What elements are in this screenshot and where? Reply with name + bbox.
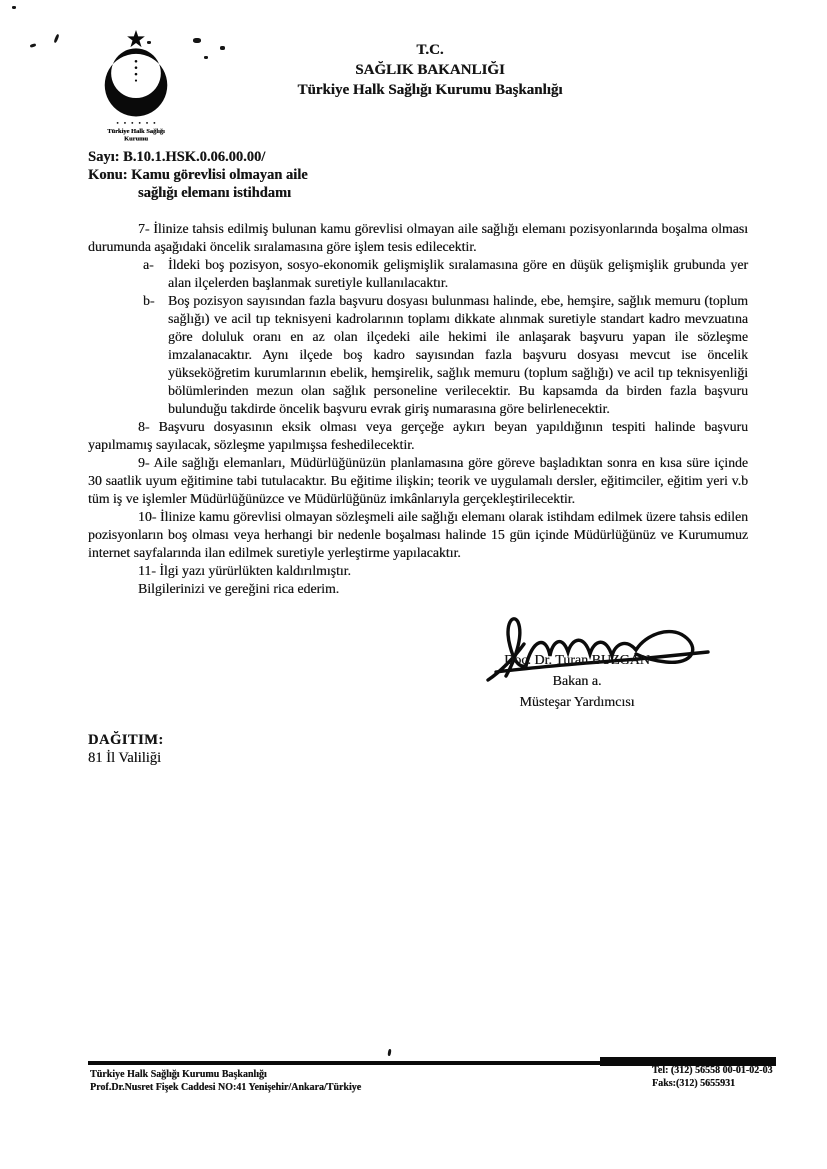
distribution-item: 81 İl Valiliği xyxy=(88,750,162,766)
sayi-line: Sayı: B.10.1.HSK.0.06.00.00/ xyxy=(88,149,266,165)
signature-block xyxy=(447,650,707,713)
footer-address: Prof.Dr.Nusret Fişek Caddesi NO:41 Yenişehir/Ankara/Türkiye xyxy=(90,1082,362,1093)
list-text-b: Boş pozisyon sayısından fazla başvuru dosyası bulunması halinde, ebe, hemşire, sağlık memuru (toplum sağlığı) ve acil tıp teknisyeni kadrolarının toplamı dikkate alınmak suretiyle standart kadro mevzuatına göre doluluk oranı en az olan ilçedeki aile hekimi ile anlaşarak başvuru yapan ile sözleşme imzalanacaktır. Aynı ilçede boş kadro sayısından fazla başvuru dosyası mevcut ise öncelik yükseköğretim kurumlarının ebelik, hemşirelik, sağlık memuru (toplum sağlığı) ve acil tıp teknisyenliği bölümlerinden mezun olan sağlık personeline verilecektir. Bu kapsamda da birden fazla başvuru bulunduğu takdirde öncelik başvuru evrak giriş numarasına göre belirlenecektir. xyxy=(168,293,748,416)
closing-line: Bilgilerinizi ve gereğini rica ederim. xyxy=(138,581,340,596)
signer-title-1: Bakan a. xyxy=(552,674,602,689)
footer-tel: Tel: (312) 56558 00-01-02-03 xyxy=(652,1065,773,1076)
letterhead-tc: T.C. xyxy=(416,42,444,58)
letterhead xyxy=(130,40,730,100)
paragraph-7: 7- İlinize tahsis edilmiş bulunan kamu görevlisi olmayan aile sağlığı elemanı pozisyonlarında boşalma olması durumunda aşağıdaki öncelik sıralamasına göre işlem tesis edilecektir. xyxy=(88,221,748,254)
list-label-b: b- xyxy=(143,293,155,308)
list-item-a xyxy=(88,256,748,292)
konu-line-1: Konu: Kamu görevlisi olmayan aile xyxy=(88,167,308,183)
paragraph-11: 11- İlgi yazı yürürlükten kaldırılmıştır. xyxy=(138,563,351,578)
footer-org-name: Türkiye Halk Sağlığı Kurumu Başkanlığı xyxy=(90,1069,267,1080)
logo-caption-line2: Kurumu xyxy=(124,135,148,143)
logo-caption-line1: Türkiye Halk Sağlığı xyxy=(107,128,165,135)
list-item-b xyxy=(88,292,748,418)
footer-fax: Faks:(312) 5655931 xyxy=(652,1078,736,1089)
list-label-a: a- xyxy=(143,257,154,272)
letterhead-department: Türkiye Halk Sağlığı Kurumu Başkanlığı xyxy=(297,82,563,98)
scan-speck xyxy=(387,1049,391,1056)
scan-speck xyxy=(30,43,37,48)
distribution-block xyxy=(88,731,164,767)
signer-name: Doç. Dr. Turan BUZGAN xyxy=(504,653,650,668)
footer-left-block xyxy=(90,1068,361,1094)
footer-right-block xyxy=(652,1064,772,1090)
konu-line-2: sağlığı elemanı istihdamı xyxy=(138,185,292,201)
letterhead-ministry: SAĞLIK BAKANLIĞI xyxy=(355,62,505,78)
reference-block xyxy=(88,148,308,202)
list-text-a: İldeki boş pozisyon, sosyo-ekonomik gelişmişlik sıralamasına göre en düşük gelişmişlik grubunda yer alan ilçelerden başlanmak suretiyle kullanılacaktır. xyxy=(168,257,748,290)
letter-body xyxy=(88,220,748,598)
distribution-label: DAĞITIM: xyxy=(88,732,164,748)
scan-speck xyxy=(12,6,16,9)
paragraph-8: 8- Başvuru dosyasının eksik olması veya gerçeğe aykırı beyan yapıldığının tespiti halinde başvuru yapılmamış sayılacak, sözleşme yapılmışsa feshedilecektir. xyxy=(88,419,748,452)
scan-speck xyxy=(53,34,59,43)
paragraph-10: 10- İlinize kamu görevlisi olmayan sözleşmeli aile sağlığı elemanı olarak istihdam edilmek üzere tahsis edilen pozisyonların boş olması veya herhangi bir nedenle boşalması halinde 15 gün içinde Müdürlüğünüz ve Kurumumuz internet sayfalarında ilan edilmek suretiyle yerleştirme yapılacaktır. xyxy=(88,509,748,560)
paragraph-9: 9- Aile sağlığı elemanları, Müdürlüğünüzün planlamasına göre göreve başladıktan sonra en kısa süre içinde 30 saatlik uyum eğitimine tabi tutulacaktır. Bu eğitime ilişkin; teorik ve uygulamalı dersler, eğitimciler, eğitim yeri v.b tüm iş ve işlemler Müdürlüğünüzce ve Müdürlüğünüz imkânlarıyla gerçekleştirilecektir. xyxy=(88,455,748,506)
signer-title-2: Müsteşar Yardımcısı xyxy=(519,695,635,710)
